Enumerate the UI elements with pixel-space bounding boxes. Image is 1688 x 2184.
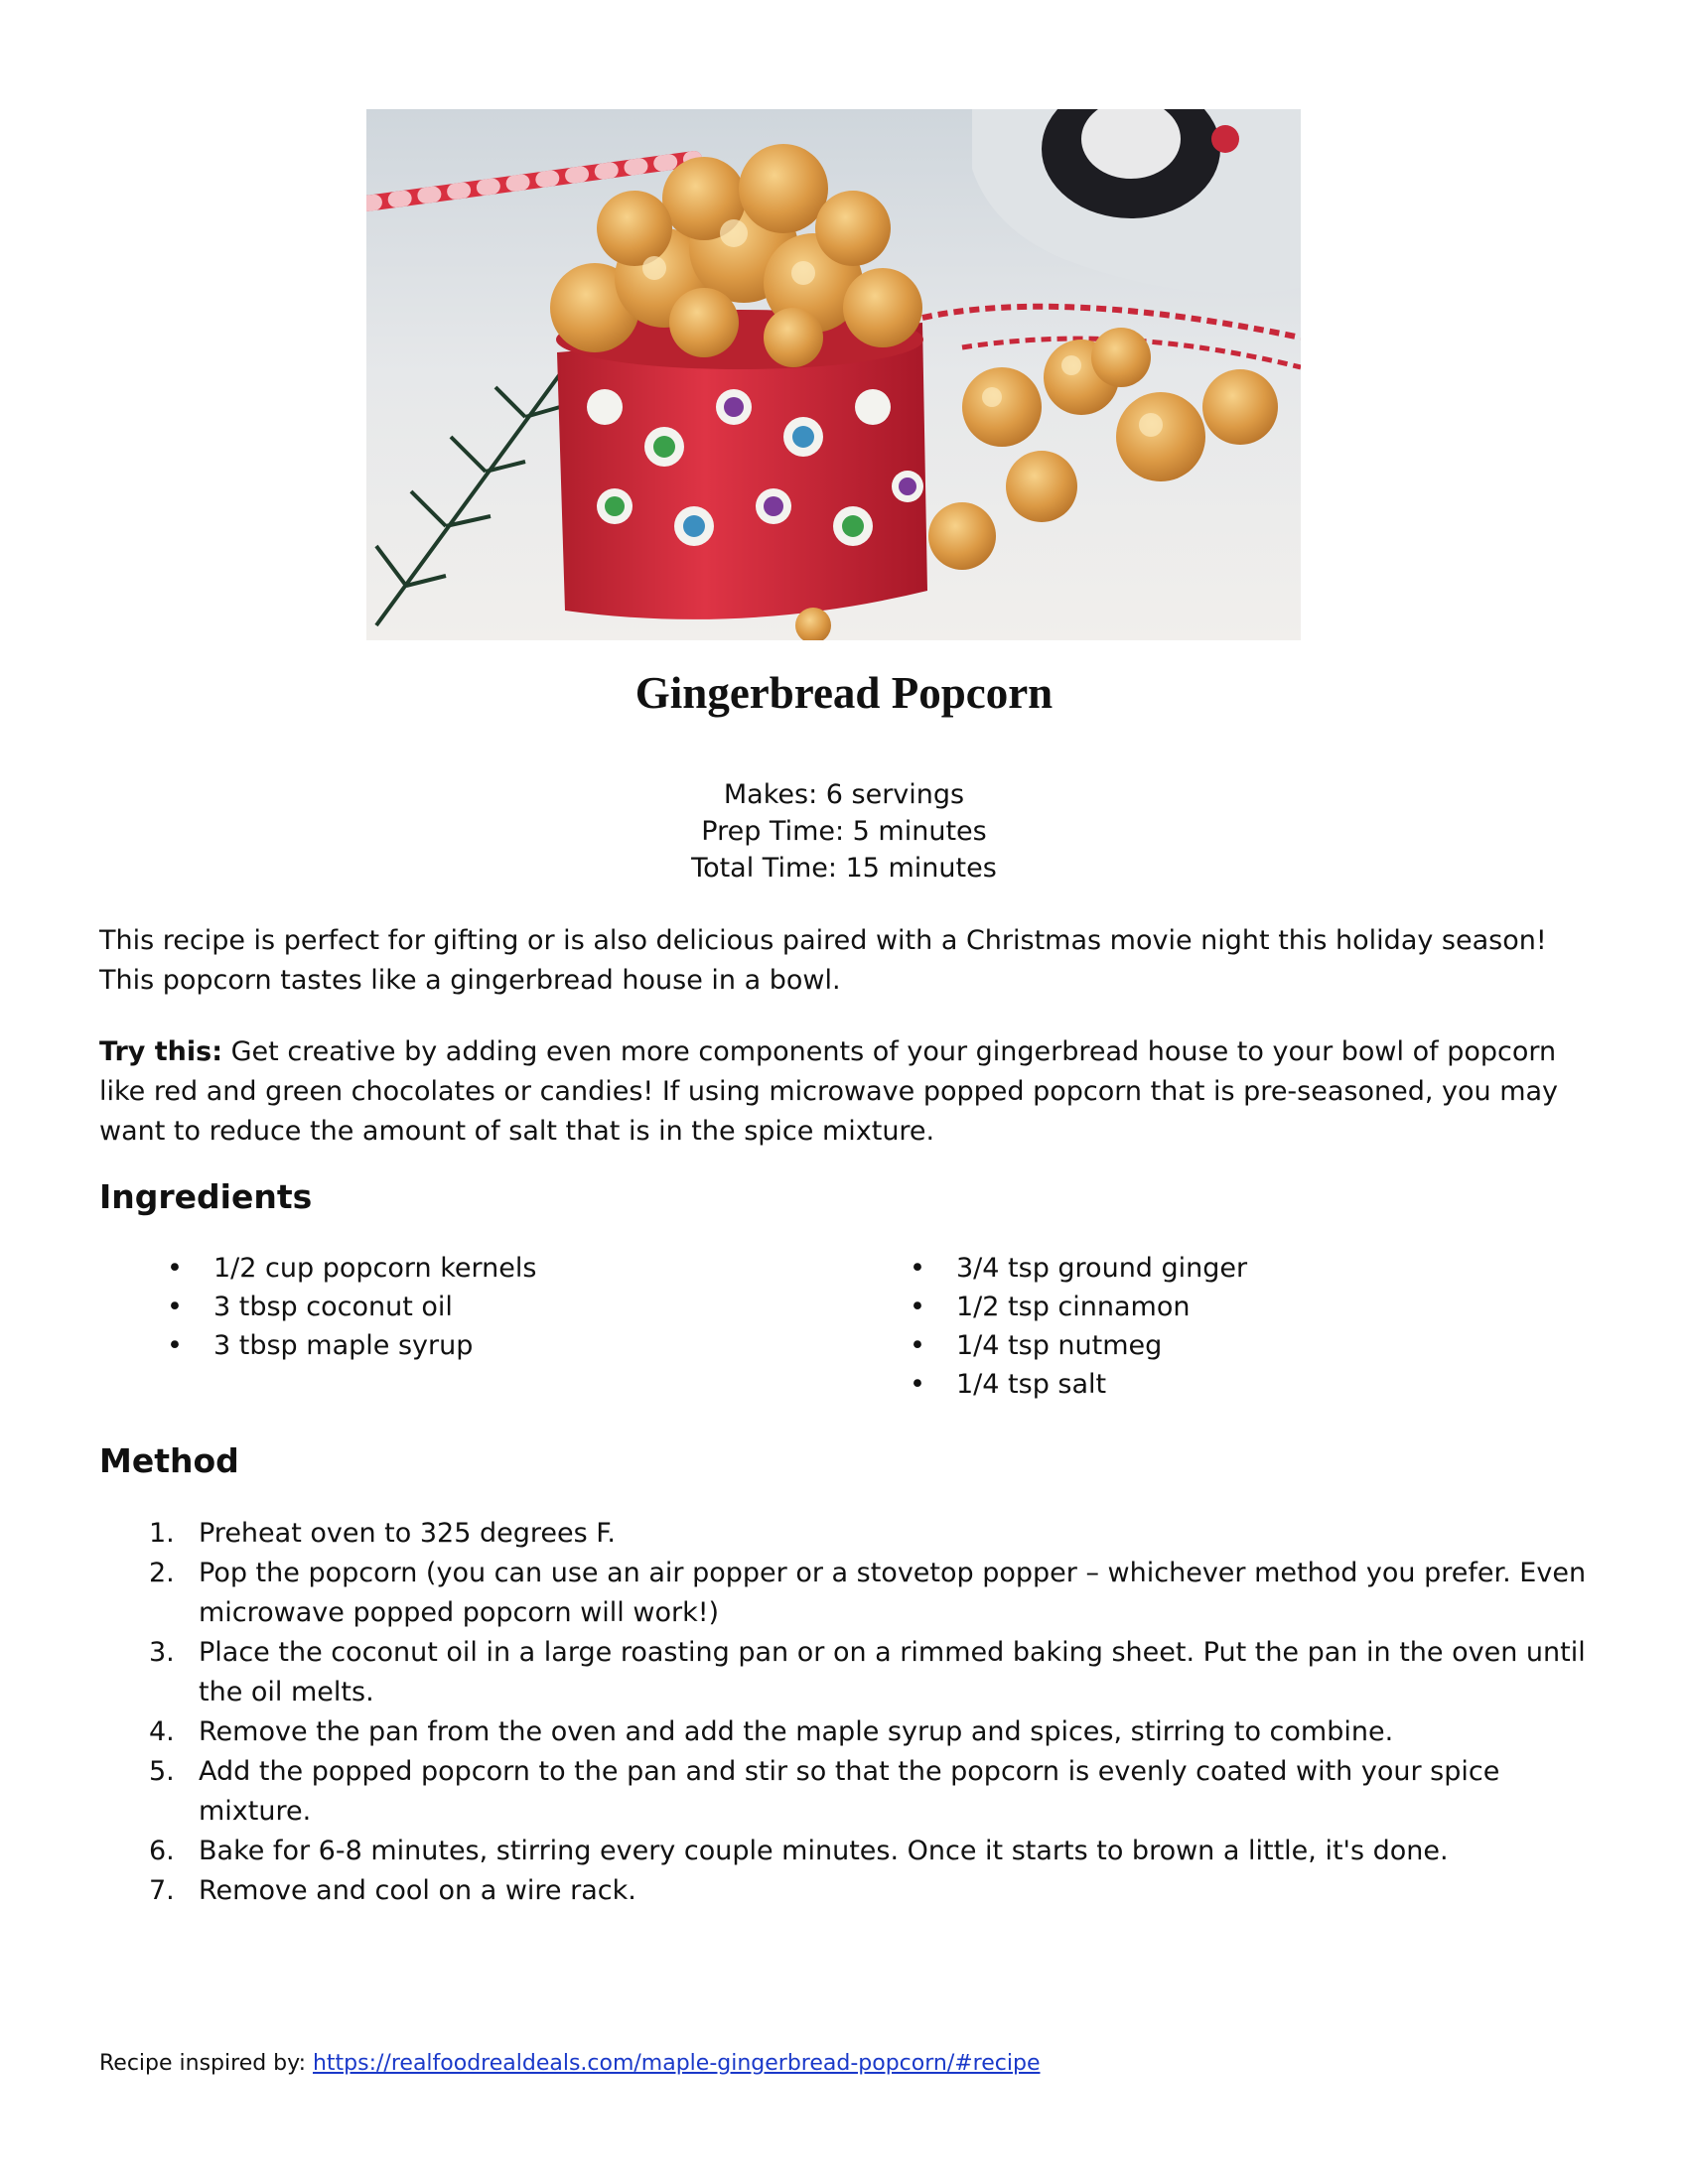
step-number: 1. — [149, 1518, 175, 1549]
ingredients-list-right — [910, 1249, 1248, 1404]
step-number: 5. — [149, 1756, 175, 1787]
bullet-icon: • — [167, 1330, 183, 1361]
ingredient-item: • 3 tbsp coconut oil — [213, 1288, 536, 1326]
bullet-icon: • — [910, 1253, 925, 1284]
step-number: 6. — [149, 1836, 175, 1866]
method-steps — [99, 1514, 1609, 1911]
bullet-icon: • — [167, 1292, 183, 1322]
bullet-icon: • — [167, 1253, 183, 1284]
try-this-text: Get creative by adding even more components of your gingerbread house to your bowl of popcorn like red and green chocolates or candies! If using microwave popped popcorn that is pre-seasoned, you may want to reduce the amount of salt that is in the spice mixture. — [99, 1036, 1559, 1147]
popcorn-illustration — [366, 109, 1301, 640]
ingredients-list-left — [167, 1249, 537, 1365]
try-this-paragraph — [99, 1032, 1599, 1152]
method-step: 3. Place the coconut oil in a large roasting pan or on a rimmed baking sheet. Put the pan in the oven until the oil melts. — [99, 1633, 1609, 1712]
popcorn-photo — [366, 109, 1301, 640]
step-number: 4. — [149, 1716, 175, 1747]
total-time-text: Total Time: 15 minutes — [691, 853, 997, 884]
ingredient-item: • 1/2 tsp cinnamon — [956, 1288, 1247, 1326]
step-number: 3. — [149, 1637, 175, 1668]
method-step: 4. Remove the pan from the oven and add the maple syrup and spices, stirring to combine. — [99, 1712, 1609, 1752]
method-heading: Method — [99, 1441, 239, 1480]
bullet-icon: • — [910, 1330, 925, 1361]
servings-text: Makes: 6 servings — [723, 779, 965, 810]
method-step: 5. Add the popped popcorn to the pan and stir so that the popcorn is evenly coated with your spice mixture. — [99, 1752, 1609, 1832]
method-step: 1. Preheat oven to 325 degrees F. — [99, 1514, 1609, 1554]
ingredient-item: • 1/4 tsp salt — [956, 1365, 1247, 1404]
source-label: Recipe inspired by: — [99, 2051, 313, 2076]
ingredient-item: • 1/2 cup popcorn kernels — [213, 1249, 536, 1288]
prep-time-text: Prep Time: 5 minutes — [701, 816, 987, 847]
ingredient-item: • 3/4 tsp ground ginger — [956, 1249, 1247, 1288]
method-step: 6. Bake for 6-8 minutes, stirring every couple minutes. Once it starts to brown a little, it's done. — [99, 1832, 1609, 1871]
bullet-icon: • — [910, 1292, 925, 1322]
bullet-icon: • — [910, 1369, 925, 1400]
recipe-source — [99, 2051, 1040, 2076]
ingredient-item: • 1/4 tsp nutmeg — [956, 1326, 1247, 1365]
step-number: 2. — [149, 1558, 175, 1588]
source-link[interactable]: https://realfoodrealdeals.com/maple-gingerbread-popcorn/#recipe — [312, 2051, 1041, 2076]
intro-paragraph: This recipe is perfect for gifting or is also delicious paired with a Christmas movie night this holiday season! This popcorn tastes like a gingerbread house in a bowl. — [99, 925, 1547, 996]
try-this-label: Try this: — [99, 1036, 223, 1067]
recipe-meta — [0, 776, 1688, 887]
ingredients-heading: Ingredients — [99, 1177, 313, 1216]
method-step: 2. Pop the popcorn (you can use an air popper or a stovetop popper – whichever method you prefer. Even microwave popped popcorn will work!) — [99, 1554, 1609, 1633]
ingredient-item: • 3 tbsp maple syrup — [213, 1326, 536, 1365]
recipe-title: Gingerbread Popcorn — [634, 668, 1054, 718]
method-step: 7. Remove and cool on a wire rack. — [99, 1871, 1609, 1911]
step-number: 7. — [149, 1875, 175, 1906]
